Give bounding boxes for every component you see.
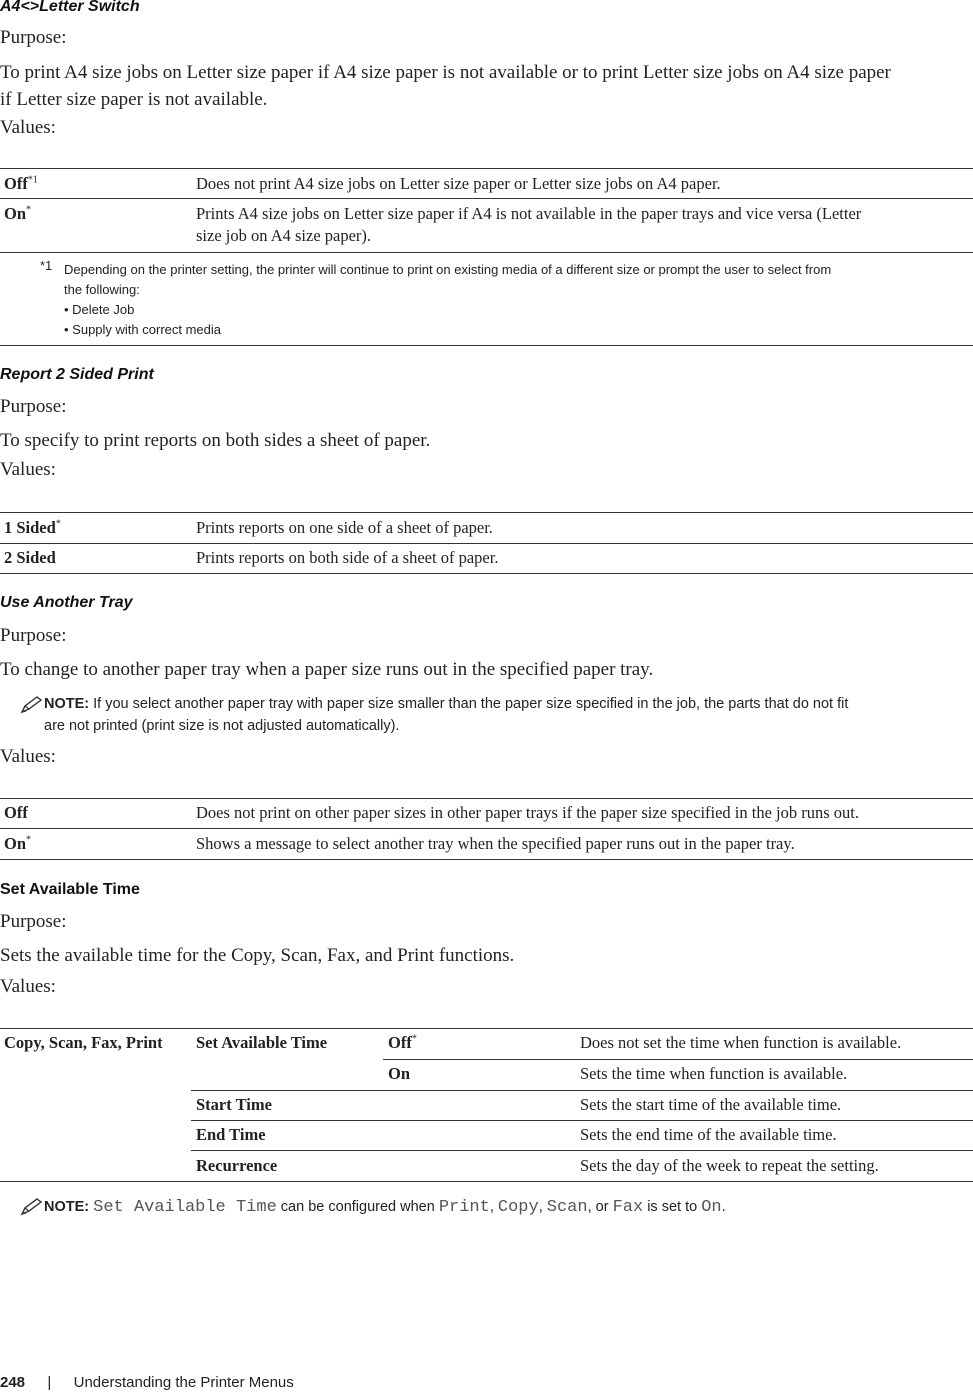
table-row-name: 2 Sided <box>4 548 56 567</box>
values-label: Values: <box>0 746 56 767</box>
table-row-name: 1 Sided* <box>4 518 61 537</box>
table-rule <box>191 1150 973 1151</box>
footnote-mark: *1 <box>40 258 53 273</box>
table-row-desc: Prints reports on both side of a sheet of paper. <box>196 548 499 567</box>
section-heading-set-available-time: Set Available Time <box>0 881 140 898</box>
section-heading-report-2-sided-print: Report 2 Sided Print <box>0 366 154 383</box>
table-col3: Off* <box>388 1033 417 1052</box>
table-row-desc: Sets the day of the week to repeat the setting. <box>580 1156 879 1175</box>
table-row-name: On* <box>4 204 32 223</box>
footnote-text: Depending on the printer setting, the printer will continue to print on existing media of a different size or prompt the user to select from the following: • Delete Job • Supply with correct media <box>64 262 832 337</box>
note-set-available-time: NOTE: Set Available Time can be configured when Print, Copy, Scan, or Fax is set to On. <box>44 1198 726 1217</box>
note-pencil-icon <box>20 1198 44 1216</box>
purpose-label: Purpose: <box>0 625 67 646</box>
table-row-desc: Does not set the time when function is available. <box>580 1033 902 1052</box>
table-rule <box>0 828 973 829</box>
purpose-text: Sets the available time for the Copy, Scan, Fax, and Print functions. <box>0 945 515 966</box>
table-row-name: Off <box>4 803 28 822</box>
table-row-name: Off$^{*1}$ <box>4 174 38 193</box>
section-heading-a4-letter-switch: A4<>Letter Switch <box>0 0 140 15</box>
purpose-text: To print A4 size jobs on Letter size paper if A4 size paper is not available or to print Letter size jobs on A4 size paper if Letter size paper is not available. <box>0 62 891 110</box>
table-col2: End Time <box>196 1125 266 1144</box>
table-rule <box>0 798 973 799</box>
section-heading-use-another-tray: Use Another Tray <box>0 594 133 611</box>
purpose-text: To specify to print reports on both sides a sheet of paper. <box>0 430 431 451</box>
table-row-desc: Prints reports on one side of a sheet of paper. <box>196 518 493 537</box>
table-rule <box>191 1090 973 1091</box>
purpose-label: Purpose: <box>0 911 67 932</box>
table-col1: Copy, Scan, Fax, Print <box>4 1033 163 1052</box>
table-row-name: On* <box>4 834 32 853</box>
table-col2: Recurrence <box>196 1156 278 1175</box>
values-label: Values: <box>0 976 56 997</box>
page-footer <box>0 1374 294 1391</box>
purpose-label: Purpose: <box>0 27 67 48</box>
table-rule <box>0 252 973 253</box>
table-col2: Start Time <box>196 1095 272 1114</box>
values-label: Values: <box>0 117 56 138</box>
table-row-desc: Shows a message to select another tray when the specified paper runs out in the paper tray. <box>196 834 795 853</box>
values-label: Values: <box>0 459 56 480</box>
table-row-desc: Does not print on other paper sizes in other paper trays if the paper size specified in the job runs out. <box>196 803 860 822</box>
table-rule <box>0 1181 973 1182</box>
table-row-desc: Sets the time when function is available. <box>580 1064 848 1083</box>
table-rule <box>0 168 973 169</box>
note-use-another-tray: NOTE: If you select another paper tray with paper size smaller than the paper size specified in the job, the parts that do not fit are not printed (print size is not adjusted automatically). <box>44 696 849 734</box>
table-col3: On <box>388 1064 411 1083</box>
table-rule <box>191 1120 973 1121</box>
table-row-desc: Sets the end time of the available time. <box>580 1125 837 1144</box>
table-rule <box>0 512 973 513</box>
table-rule <box>0 859 973 860</box>
footer-separator: | <box>47 1374 52 1391</box>
table-rule <box>0 345 973 346</box>
table-row-desc: Does not print A4 size jobs on Letter size paper or Letter size jobs on A4 paper. <box>196 174 721 193</box>
table-row-desc: Sets the start time of the available time. <box>580 1095 842 1114</box>
table-row-desc: Prints A4 size jobs on Letter size paper if A4 is not available in the paper trays and vice versa (Letter size job on A4 size paper). <box>196 204 862 245</box>
table-rule <box>0 1028 973 1029</box>
table-rule <box>0 198 973 199</box>
table-rule <box>383 1059 973 1060</box>
table-rule <box>0 543 973 544</box>
table-rule <box>0 573 973 574</box>
note-pencil-icon <box>20 696 44 714</box>
page-number: 248 <box>0 1374 26 1391</box>
table-col2: Set Available Time <box>196 1033 328 1052</box>
purpose-label: Purpose: <box>0 396 67 417</box>
footer-title: Understanding the Printer Menus <box>73 1374 294 1391</box>
purpose-text: To change to another paper tray when a paper size runs out in the specified paper tray. <box>0 659 654 680</box>
